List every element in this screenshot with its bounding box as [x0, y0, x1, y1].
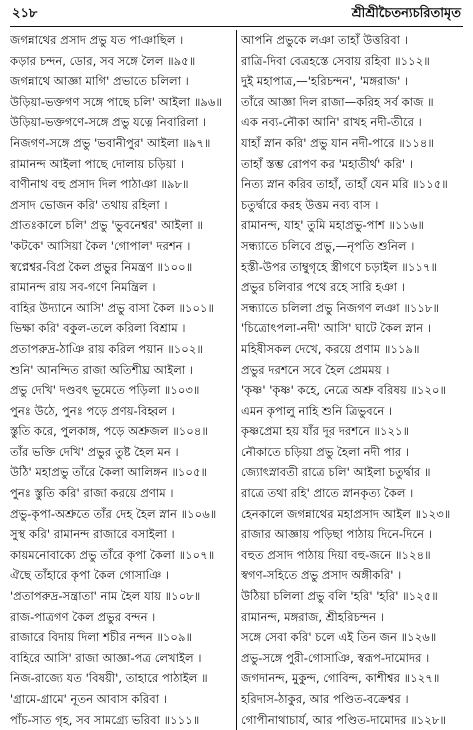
page-header [10, 2, 463, 24]
verse-line: জ্যোৎস্নাবতী রাত্রে চলি' আইলা চতুর্দ্বার ॥ [241, 465, 431, 480]
verse-line: দুই মহাপাত্র,—'হরিচন্দন', 'মঙ্গরাজ' । [241, 74, 409, 89]
verse-line: 'কটকে' আসিয়া কৈল 'গোপাল' দরশন । [10, 238, 191, 253]
verse-line: আপনি প্রভুকে লঞা তাহাঁ উত্তরিবা । [241, 33, 408, 47]
verse-line: তাহাঁ স্তম্ভ রোপণ কর 'মহাতীর্থ' করি' । [241, 156, 413, 171]
verse-line: 'গ্রামে-গ্রামে' নূতন আবাস করিবা । [10, 692, 167, 706]
verse-line: জগন্নাথের প্রসাদ প্রভু যত পাঞাছিল । [10, 33, 184, 47]
verse-line: প্রভু-সঙ্গে পুরী-গোসাঞি, স্বরূপ-দামোদর । [241, 650, 430, 665]
verse-line: প্রভু-কৃপা-অশ্রুতে তাঁর দেহ হৈল স্নান ॥১০৬॥ [10, 506, 217, 521]
verse-line: বাহিরে আসি' রাজা আজ্ঞা-পত্র লেখাইল । [10, 650, 202, 665]
verse-line: পাঁচ-সাত গৃহ, সব সামগ্র্যে ভরিবা ॥১১১॥ [10, 712, 200, 727]
verse-line: উড়িয়া-ভক্তগণে-সঙ্গে প্রভু যত্নে নিবারিলা । [10, 115, 207, 130]
verse-line: প্রতাপরুদ্র-ঠাঞি রায় করিল পয়ান ॥১০২॥ [10, 341, 203, 356]
verse-line: রাজার আজ্ঞায় পড়িছা পাঠায় দিনে-দিনে । [241, 527, 432, 542]
verse-line: কৃষ্ণপ্রেমা হয় যাঁর দূর দরশনে ॥১২১॥ [241, 424, 410, 439]
header-rule [10, 26, 463, 27]
verse-line: হেনকালে জগন্নাথের মহাপ্রসাদ আইল ॥১২৩॥ [241, 506, 451, 521]
verse-line: রামানন্দ, মঙ্গরাজ, শ্রীহরিচন্দন । [241, 609, 384, 624]
verse-line: সন্ধ্যাতে চলিবে প্রভু,—নৃপতি শুনিল । [241, 238, 415, 253]
verse-line: এমন কৃপালু নাহি শুনি ত্রিভুবনে । [241, 403, 393, 418]
verse-line: মহিষীসকল দেখে, করয়ে প্রণাম ॥১১৯॥ [241, 341, 420, 356]
verse-columns [10, 30, 463, 730]
verse-line: রাজ-পাত্রগণ কৈল প্রভুর বন্দন । [10, 609, 156, 624]
verse-line: জগন্নাথে আজ্ঞা মাগি' প্রভাতে চলিলা । [10, 74, 189, 89]
verse-line: প্রভু দেখি' দণ্ডবৎ ভূমেতে পড়িলা ॥১০৩॥ [10, 383, 200, 398]
verse-line: স্বগণ-সহিতে প্রভু প্রসাদ অঙ্গীকরি' । [241, 568, 402, 583]
verse-line: জগদানন্দ, মুকুন্দ, গোবিন্দ, কাশীশ্বর ॥১২৭॥ [241, 671, 440, 686]
column-divider [236, 30, 237, 730]
verse-line: চতুর্দ্বারে করহ উত্তম নব্য বাস । [241, 197, 379, 212]
verse-line: প্রভুর চলিবার পথে রহে সারি হঞা । [241, 280, 405, 295]
verse-line: শুনি' আনন্দিত রাজা অতিশীঘ্র আইলা । [10, 362, 194, 377]
book-title: শ্রীশ্রীচৈতন্যচরিতামৃত [351, 6, 461, 21]
verse-line: স্বপ্নেশ্বর-বিপ্র কৈল প্রভুর নিমন্ত্রণ ॥১০০॥ [10, 259, 193, 274]
verse-line: প্রাতঃকালে চলি' প্রভু 'ভুবনেশ্বর' আইলা ॥ [10, 218, 203, 233]
verse-line: নিজ-রাজ্যে যত 'বিষয়ী', তাহারে পাঠাইল ॥ [10, 671, 208, 686]
verse-line: এক নব্য-নৌকা আনি' রাখহ নদী-তীরে । [241, 115, 422, 130]
verse-line: রামানন্দ আইলা পাছে দোলায় চড়িয়া । [10, 156, 184, 171]
verse-line: পুনঃ স্তুতি করি' রাজা করয়ে প্রণাম । [10, 486, 174, 501]
verse-line: নিজগণ-সঙ্গে প্রভু 'ভবানীপুর' আইলা ॥৯৭॥ [10, 135, 211, 150]
verse-line: রাত্রি-দিবা বেত্রহস্তে সেবায় রহিবা ॥১১২॥ [241, 53, 430, 68]
left-column [10, 30, 232, 730]
verse-line: বাণীনাথ বহু প্রসাদ দিল পাঠাঞা ॥৯৮॥ [10, 177, 189, 192]
verse-line: তাঁর ভক্তি দেখি' প্রভুর তুষ্ট হৈল মন । [10, 444, 179, 459]
verse-line: উঠিয়া চলিলা প্রভু বলি 'হরি' 'হরি' ॥১২৫॥ [241, 589, 438, 604]
verse-line: রামানন্দ, যাহ' তুমি মহাপ্রভু-পাশ ॥১১৬॥ [241, 218, 425, 233]
verse-line: বাহির উদ্যানে আসি' প্রভু বাসা কৈল ॥১০১॥ [10, 300, 215, 315]
verse-line: রাত্রে তথা রহি' প্রাতে স্নানকৃত্য কৈল । [241, 486, 414, 501]
verse-line: রামানন্দ রায় সব-গণে নিমন্ত্রিল । [10, 280, 156, 295]
verse-line: গোপীনাথাচার্য, আর পণ্ডিত-দামোদর ॥১২৮॥ [241, 712, 446, 727]
verse-line: সুস্থ করি' রামানন্দ রাজারে বসাইলা । [10, 527, 175, 542]
page-number: ২১৮ [12, 6, 38, 21]
verse-line: তাঁরে আজ্ঞা দিল রাজা—করিহ সর্ব কাজ ॥ [241, 94, 434, 109]
verse-line: কায়মনোবাক্যে প্রভু তাঁরে কৃপা কৈলা ॥১০৭॥ [10, 547, 215, 562]
verse-line: কড়ার চন্দন, ডোর, সব সঙ্গে লৈল ॥৯৫॥ [10, 53, 196, 68]
verse-line: ভিক্ষা করি' বকুল-তলে করিলা বিশ্রাম । [10, 321, 186, 336]
verse-line: নৌকাতে চড়িয়া প্রভু হৈলা নদী পার । [241, 444, 410, 459]
verse-line: 'কৃষ্ণ' 'কৃষ্ণ' কহে, নেত্রে অশ্রু বরিষয় ॥১২০॥ [241, 383, 447, 398]
verse-line: সঙ্গে সেবা করি' চলে এই তিন জন ॥১২৬॥ [241, 630, 437, 645]
verse-line: উড়িয়া-ভক্তগণ সঙ্গে পাছে চলি' আইলা ॥৯৬॥ [10, 94, 222, 109]
verse-line: প্রসাদ ভোজন করি' তথায় রহিলা । [10, 197, 168, 212]
right-column [235, 30, 463, 730]
verse-line: পুনঃ উঠে, পুনঃ পড়ে প্রণয়-বিহ্বল । [10, 403, 175, 418]
verse-line: হস্তী-উপর তাম্বুগৃহে স্ত্রীগণে চড়াইল ॥১১৭॥ [241, 259, 438, 274]
verse-line: উঠি' মহাপ্রভু তাঁরে কৈলা আলিঙ্গন ॥১০৫॥ [10, 465, 208, 480]
verse-line: বহুত প্রসাদ পাঠায় দিয়া বহু-জনে ॥১২৪॥ [241, 547, 431, 562]
verse-line: রাজারে বিদায় দিলা শচীর নন্দন ॥১০৯॥ [10, 630, 193, 645]
verse-line: ঐছে তাঁহারে কৃপা কৈল গোসাঞি । [10, 568, 170, 583]
verse-line: নিত্য স্নান করিব তাহাঁ, তাহাঁ যেন মরি ॥১১৫॥ [241, 177, 448, 192]
verse-line: স্তুতি করে, পুলকাঙ্গ, পড়ে অশ্রুজল ॥১০৪॥ [10, 424, 208, 439]
verse-line: প্রভুর দরশনে সবে হৈল প্রেমময় । [241, 362, 390, 377]
verse-line: হরিদাস-ঠাকুর, আর পণ্ডিত-বক্রেশ্বর । [241, 692, 409, 706]
verse-line: যাহাঁ স্নান করি' প্রভু যান নদী-পারে ॥১১৪॥ [241, 135, 434, 150]
verse-line: সন্ধ্যাতে চলিলা প্রভু নিজগণ লঞা ॥১১৮॥ [241, 300, 440, 315]
verse-line: 'চিত্রোৎপলা-নদী' আসি' ঘাটে কৈল স্নান । [241, 321, 431, 336]
verse-line: 'প্রতাপরুদ্র-সন্ত্রাতা' নাম হৈল যায় ॥১০৮॥ [10, 589, 201, 604]
